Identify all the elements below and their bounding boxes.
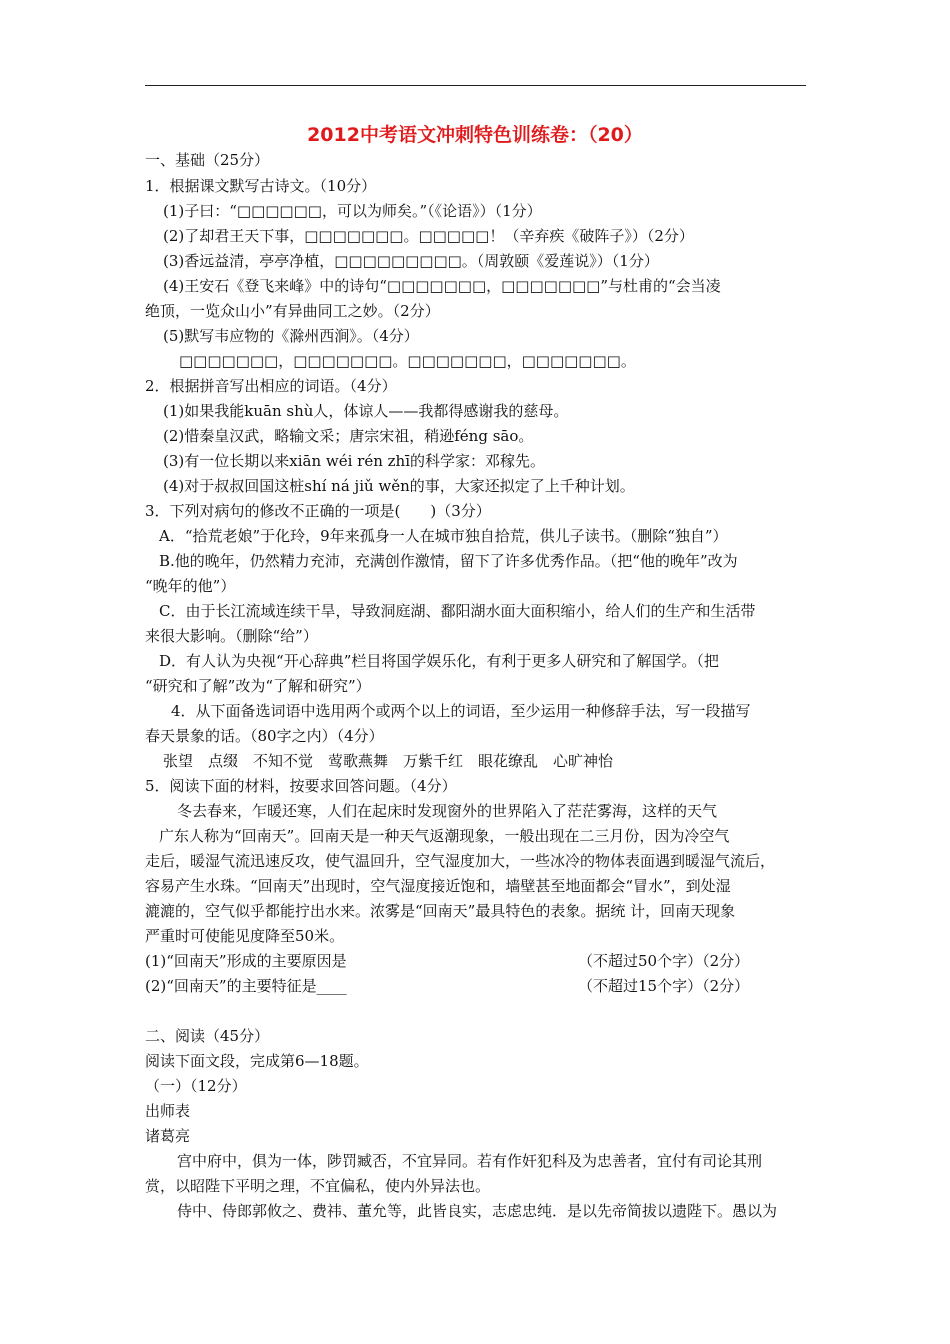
passage-text: 容易产生水珠。“回南天”出现时，空气湿度接近饱和，墙壁甚至地面都会“冒水”，到处湿 xyxy=(145,877,731,895)
passage-text: 侍中、侍郎郭攸之、费祎、董允等，此皆良实，志虑忠纯．是以先帝简拔以遗陛下。愚以为 xyxy=(177,1202,778,1220)
question-text: “晚年的他”） xyxy=(145,577,236,595)
question-text: 4．从下面备选词语中选用两个或两个以上的词语，至少运用一种修辞手法，写一段描写 xyxy=(171,702,751,720)
passage-text: 冬去春来，乍暖还寒，人们在起床时发现窗外的世界陷入了茫茫雾海，这样的天气 xyxy=(177,802,718,820)
question-text: (5)默写韦应物的《滁州西涧》。（4分） xyxy=(163,327,419,345)
question-text: (3)香远益清，亭亭净植，□□□□□□□□□。（周敦颐《爱莲说》）（1分） xyxy=(163,252,659,270)
passage-text: 赏，以昭陛下平明之理，不宜偏私，使内外异法也。 xyxy=(145,1177,491,1195)
question-note: （不超过15个字）（2分） xyxy=(578,977,750,995)
question-text: (1)“回南天”形成的主要原因是 xyxy=(145,952,347,970)
question-text: (2)惜秦皇汉武，略输文采；唐宗宋祖，稍逊féng sāo。 xyxy=(163,427,534,445)
passage-text: 漉漉的，空气似乎都能拧出水来。浓雾是“回南天”最具特色的表象。据统 计，回南天现象 xyxy=(145,902,736,920)
question-text: (2)“回南天”的主要特征是____ xyxy=(145,977,347,995)
question-note: （不超过50个字）（2分） xyxy=(578,952,750,970)
question-text: (1)子曰：“□□□□□□，可以为师矣。”（《论语》）（1分） xyxy=(163,202,542,220)
word-list: 张望 点缀 不知不觉 莺歌燕舞 万紫千红 眼花缭乱 心旷神怡 xyxy=(163,752,614,770)
passage-text: 严重时可使能见度降至50米。 xyxy=(145,927,345,945)
document-title: 2012中考语文冲刺特色训练卷：（20） xyxy=(307,124,643,146)
question-text: （一）（12分） xyxy=(145,1077,247,1095)
passage-text: 广东人称为“回南天”。回南天是一种天气返潮现象，一般出现在二三月份，因为冷空气 xyxy=(159,827,730,845)
question-text: 2．根据拼音写出相应的词语。（4分） xyxy=(145,377,397,395)
passage-text: 走后，暖湿气流迅速反攻，使气温回升，空气湿度加大，一些冰冷的物体表面遇到暖湿气流后， xyxy=(145,852,776,870)
passage-text: 宫中府中，俱为一体，陟罚臧否，不宜异同。若有作奸犯科及为忠善者，宜付有司论其刑 xyxy=(177,1152,763,1170)
question-text: 1．根据课文默写古诗文。（10分） xyxy=(145,177,377,195)
passage-author: 诸葛亮 xyxy=(145,1127,191,1145)
section-heading: 二、阅读（45分） xyxy=(145,1027,270,1045)
section-heading: 一、基础（25分） xyxy=(145,151,270,169)
header-rule xyxy=(145,85,806,86)
passage-title: 出师表 xyxy=(145,1102,191,1120)
question-text: □□□□□□□，□□□□□□□。□□□□□□□，□□□□□□□。 xyxy=(179,352,636,370)
question-text: A．“拾荒老娘”于化玲，9年来孤身一人在城市独自拾荒，供儿子读书。（删除“独自”） xyxy=(159,527,728,545)
question-text: B.他的晚年，仍然精力充沛，充满创作激情，留下了许多优秀作品。（把“他的晚年”改为 xyxy=(159,552,738,570)
question-text: 3．下列对病句的修改不正确的一项是( )（3分） xyxy=(145,502,491,520)
question-text: 阅读下面文段，完成第6—18题。 xyxy=(145,1052,369,1070)
question-text: C．由于长江流域连续干旱，导致洞庭湖、鄱阳湖水面大面积缩小，给人们的生产和生活带 xyxy=(159,602,756,620)
question-text: 绝顶，一览众山小”有异曲同工之妙。（2分） xyxy=(145,302,440,320)
question-text: (4)对于叔叔回国这桩shí ná jiǔ wěn的事，大家还拟定了上千种计划。 xyxy=(163,477,635,495)
question-text: 来很大影响。（删除“给”） xyxy=(145,627,318,645)
question-text: (1)如果我能kuān shù人，体谅人——我都得感谢我的慈母。 xyxy=(163,402,569,420)
question-text: (2)了却君王天下事，□□□□□□□。□□□□□！（辛弃疾《破阵子》）（2分） xyxy=(163,227,694,245)
question-text: “研究和了解”改为“了解和研究”） xyxy=(145,677,371,695)
question-text: (3)有一位长期以来xiān wéi rén zhī的科学家：邓稼先。 xyxy=(163,452,545,470)
question-text: (4)王安石《登飞来峰》中的诗句“□□□□□□□，□□□□□□□”与杜甫的“会当凌 xyxy=(163,277,721,295)
question-text: D．有人认为央视“开心辞典”栏目将国学娱乐化，有利于更多人研究和了解国学。（把 xyxy=(159,652,719,670)
question-text: 5．阅读下面的材料，按要求回答问题。（4分） xyxy=(145,777,457,795)
question-text: 春天景象的话。（80字之内）（4分） xyxy=(145,727,384,745)
